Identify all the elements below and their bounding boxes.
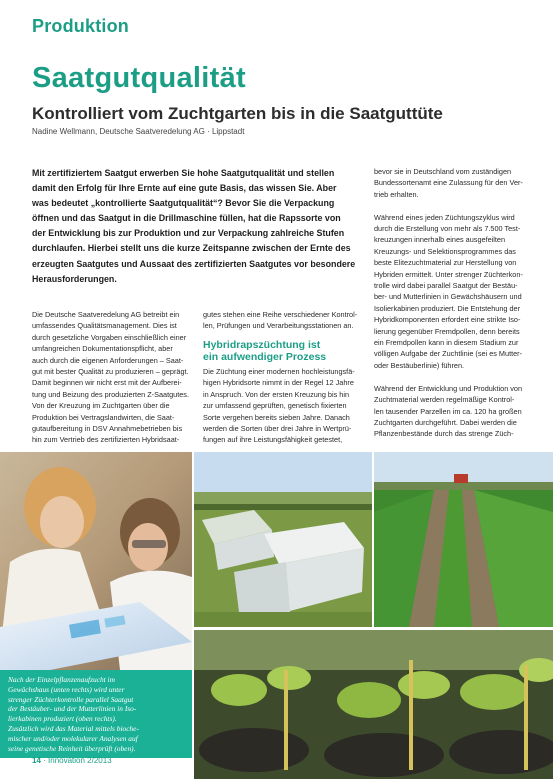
caption-line: strenger Züchterkontrolle parallel Saatgut [8,694,134,704]
body-line: Produktion bei Vertragslandwirten, die Saat- [32,412,175,422]
body-line: higen Hybridsorte nimmt in der Regel 12 Jahre [203,378,354,388]
body-line: Kreuzungs- und Selektionsprogrammes das [374,246,516,256]
section-label: Produktion [32,16,129,36]
lead-line: erzeugten Saatgutes und Aussaat des zertifizierten Saatgutes vor besondere [32,258,356,269]
body-column-1 [32,309,189,446]
lead-line: damit den Erfolg für Ihre Ernte auf eine gute Basis, das wissen Sie. Aber [32,183,337,194]
body-line: len, Prüfungen und Verarbeitungsstationen an. [203,321,354,331]
body-line: gutes stehen eine Reihe verschiedener Kontrol- [203,310,358,319]
body-line: Isolierkabinen produziert. Die Entstehung der [374,303,521,313]
body-line: hin zum Vertrieb des zertifizierten Hybridsaat- [32,435,180,445]
breeding-field-photo [374,452,553,627]
body-line: ber- und Mutterlinien in Gewächshäusern und [374,292,522,302]
section-subheading [203,340,326,364]
body-line: zur umfassend geprüften, genetisch fixierten [203,401,347,411]
lead-line: durchlaufen. Hierbei stellt uns die kurze Zeitspanne zwischen der Ernte des [32,243,351,254]
body-line: in Anspruch. Von der ersten Kreuzung bis hin [203,389,350,399]
body-line: Bundessortenamt eine Zulassung für den Ver- [374,178,523,188]
body-line: völligen Aufgabe der Zuchtlinie (sei es Mutter- [374,349,523,359]
body-line: gut mit bester Qualität zu produzieren – geprägt. [32,367,189,377]
body-line: Damit beginnen wir nicht erst mit der Aufberei- [32,378,182,388]
article-byline: Nadine Wellmann, Deutsche Saatveredelung AG · Lippstadt [32,127,245,136]
caption-line: Gewächshaus (unten rechts) wird unter [8,684,125,694]
body-line: ein Fremdpollen kann in diesem Stadium zur [374,338,519,348]
lead-line: der Entwicklung bis zur Produktion und zur Verpackung zahlreiche Stufen [32,228,345,239]
lead-paragraph [32,166,367,287]
caption-line: Zusätzlich wird das Material mittels bioche- [8,723,139,733]
body-line: Die Züchtung einer modernen hochleistungsfä- [203,367,355,376]
lab-photo [0,452,192,670]
body-line: auch durch die eigenen Anforderungen – Saat- [32,355,184,365]
body-column-3 [374,166,523,440]
article-subtitle: Kontrolliert vom Zuchtgarten bis in die Saatguttüte [32,104,443,123]
body-line: fungen auf ihre Leistungsfähigkeit getestet, [203,435,343,445]
body-line: Während eines jeden Züchtungszyklus wird [374,212,515,222]
body-line: Die Deutsche Saatveredelung AG betreibt ein [32,310,180,319]
body-line: lierung gegenüber Fremdpollen, denn bereits [374,326,520,336]
body-line: Von der Kreuzung im Zuchtgarten über die [32,401,170,411]
body-line: Hybridkomponenten erfordert eine strikte Iso- [374,315,521,325]
body-line: Pflanzenbestände durch das strenge Züch- [374,429,514,439]
body-line: werden die Sorten über drei Jahre in Wertprü- [203,424,352,434]
caption-line: mischer und/oder molekularer Analysen auf [8,733,138,743]
caption-line: lierkabinen produziert (oben rechts). [8,714,117,724]
photo-caption [0,670,192,758]
caption-line: seine genetische Reinheit überprüft (oben). [8,743,136,753]
body-line: Zuchtgarten durchgeführt. Dabei werden die [374,417,517,427]
body-line: Zuchtmaterial werden regelmäßige Kontrol- [374,395,515,405]
body-line: tung und Beizung des produzierten Z-Saatgutes. [32,389,189,399]
subheading-line: ein aufwendiger Prozess [203,350,327,363]
body-line: beste Elitezuchtmaterial zur Herstellung von [374,258,517,268]
body-line: umfassendes Qualitätsmanagement. Dies ist [32,321,177,331]
body-line: umfangreichen Dokumentationspflicht, aber [32,344,173,354]
body-line: durch die Erstellung von mehr als 7.500 Test- [374,224,521,234]
body-line: kreuzungen innerhalb eines ausgefeilten [374,235,506,245]
body-column-2 [203,366,355,446]
body-line: bevor sie in Deutschland vom zuständigen [374,167,512,176]
page-number: 14 [32,756,41,765]
caption-line: der Bestäuber- und der Mutterlinien in Iso- [8,704,137,714]
issue-label: · Innovation 2/2013 [40,756,112,765]
body-line: Während der Entwicklung und Produktion von [374,383,523,393]
lead-line: Herausforderungen. [32,273,117,284]
subheading-line: Hybridrapszüchtung ist [203,339,321,351]
body-line: trolle wird dabei parallel Saatgut der Bestäu- [374,281,518,291]
body-column-2-top [203,309,357,332]
article-title: Saatgutqualität [32,62,246,94]
body-line: gutaufbereitung in DSV Annahmebetrieben bis [32,424,183,434]
lead-line: Mit zertifiziertem Saatgut erwerben Sie hohe Saatgutqualität und stellen [32,168,335,178]
lead-line: was bedeutet „kontrollierte Saatgutqualität“? Bevor Sie die Verpackung [32,198,335,209]
body-line: durch gesetzliche Vorgaben einschließlich einer [32,332,187,342]
body-line: Hybriden ermittelt. Unter strenger Züchterkon- [374,269,523,279]
body-line: oder Bestäuberlinie) führen. [374,360,465,370]
caption-line: Nach der Einzelpflanzenaufzucht im [8,675,115,684]
body-line: Sorte vergehen bereits sieben Jahre. Danach [203,412,350,422]
page-footer [32,756,112,765]
body-line: trieb erhalten. [374,189,419,199]
lead-line: öffnen und das Saatgut in die Drillmaschine füllen, hat die Rapssorte von [32,213,341,224]
body-line: len tausender Parzellen im ca. 120 ha großen [374,406,522,416]
greenhouse-seedlings-photo [194,630,553,779]
isolation-cabins-photo [194,452,372,627]
